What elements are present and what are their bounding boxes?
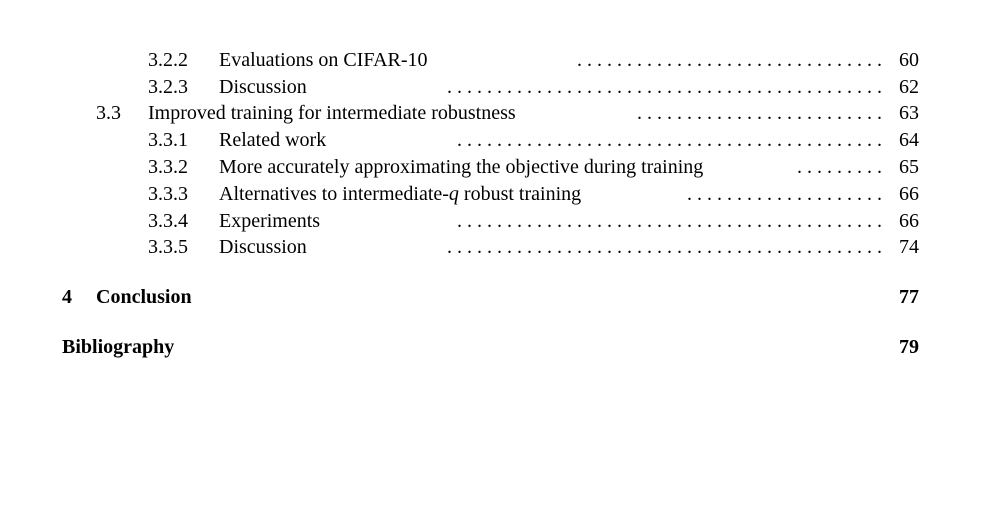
section-number: 3.2.3 [148,76,188,98]
section-number: 3.2.2 [148,49,188,71]
toc-entry-3-2-2[interactable] [0,47,992,74]
section-title: More accurately approximating the objective during training [219,156,704,178]
toc-entry-3-3-2[interactable] [0,154,992,181]
section-title: Evaluations on CIFAR-10 [219,49,428,71]
page-number: 79 [899,336,919,358]
page-number: 66 [899,183,919,205]
page-number: 74 [899,236,919,258]
chapter-title: Bibliography [62,336,175,358]
section-number: 3.3.4 [148,210,188,232]
section-title: Discussion [219,76,307,98]
dot-leader: . . . . . . . . . . . . . . . . . . . . . . . . . . . . . . . [577,49,882,71]
toc-entry-3-3-4[interactable] [0,208,992,235]
dot-leader: . . . . . . . . . . . . . . . . . . . . . . . . . . . . . . . . . . . . . . . . . . . . [447,76,882,98]
section-title-variable: q [448,183,459,205]
page-number: 77 [899,286,919,308]
section-number: 3.3.5 [148,236,188,258]
section-number: 3.3.1 [148,129,188,151]
dot-leader: . . . . . . . . . [797,156,882,178]
section-title: Experiments [219,210,321,232]
page-number: 62 [899,76,919,98]
toc-entry-3-3[interactable] [0,100,992,127]
dot-leader: . . . . . . . . . . . . . . . . . . . . . . . . . . . . . . . . . . . . . . . . . . . . [447,236,882,258]
section-title-prefix: Alternatives to intermediate- [219,183,449,205]
section-title: Related work [219,129,327,151]
section-number: 3.3 [96,102,121,124]
toc-entry-3-3-3[interactable] [0,181,992,208]
section-title-suffix: robust training [458,183,582,205]
chapter-title: Conclusion [96,286,192,308]
toc-entry-3-3-5[interactable] [0,234,992,261]
toc-chapter-conclusion[interactable] [0,284,992,311]
dot-leader: . . . . . . . . . . . . . . . . . . . . . . . . . . . . . . . . . . . . . . . . . . . [457,210,882,232]
page-number: 60 [899,49,919,71]
section-title: Improved training for intermediate robustness [148,102,516,124]
dot-leader: . . . . . . . . . . . . . . . . . . . . . . . . . [637,102,882,124]
section-number: 3.3.3 [148,183,188,205]
toc-entry-3-3-1[interactable] [0,127,992,154]
chapter-number: 4 [62,286,72,308]
toc-entry-3-2-3[interactable] [0,74,992,101]
section-title [219,181,581,208]
toc-chapter-bibliography[interactable] [0,334,992,361]
section-title: Discussion [219,236,307,258]
page-number: 64 [899,129,919,151]
page-number: 66 [899,210,919,232]
dot-leader: . . . . . . . . . . . . . . . . . . . . [687,183,882,205]
page-number: 65 [899,156,919,178]
section-number: 3.3.2 [148,156,188,178]
dot-leader: . . . . . . . . . . . . . . . . . . . . . . . . . . . . . . . . . . . . . . . . . . . [457,129,882,151]
page-number: 63 [899,102,919,124]
